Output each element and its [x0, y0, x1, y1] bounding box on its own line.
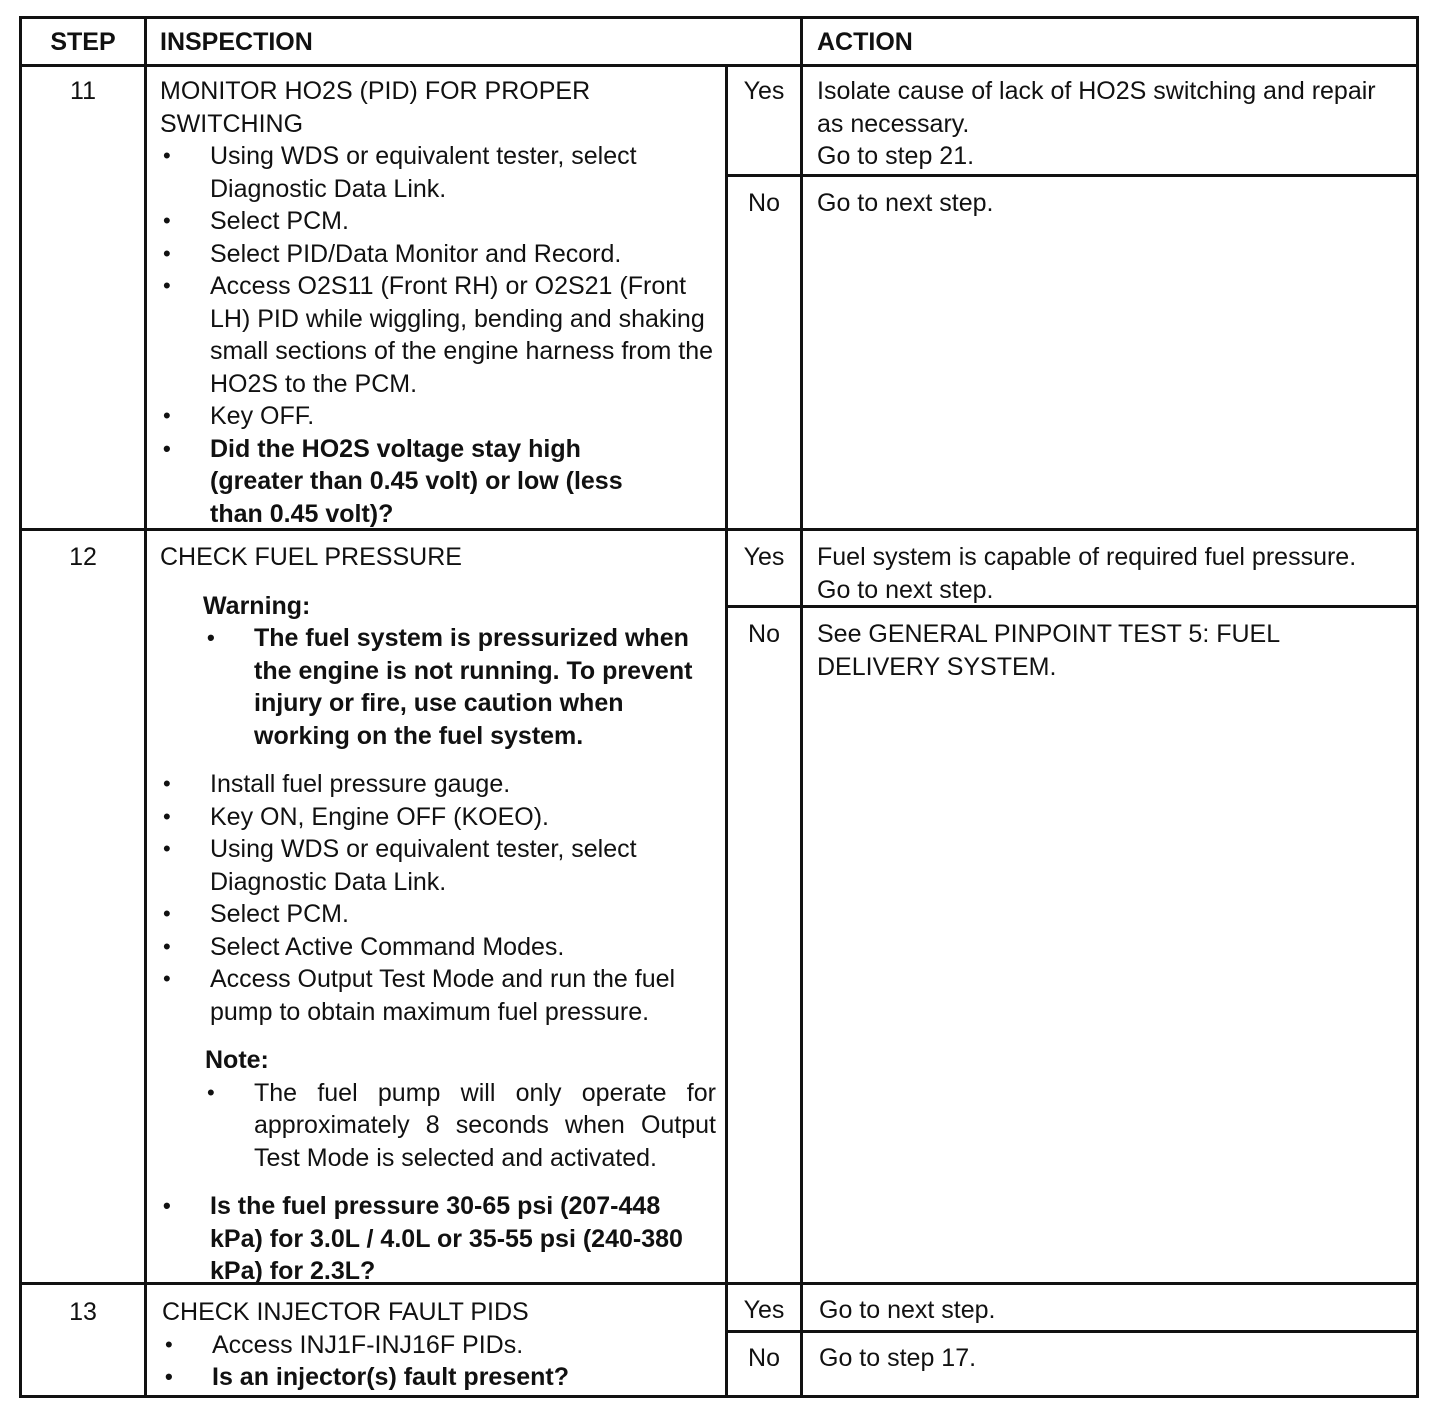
action-text: Isolate cause of lack of HO2S switching and repair as necessary.	[817, 77, 1376, 138]
list-item: • Using WDS or equivalent tester, select Diagnostic Data Link.	[160, 140, 690, 205]
step-number: 13	[69, 1298, 97, 1326]
no-label: No	[748, 620, 780, 648]
no-action	[817, 187, 1397, 220]
note-label: Note:	[205, 1046, 269, 1074]
warning-text: • The fuel system is pressurized when the engine is not running. To prevent injury or fire, use caution when working on the fuel system.	[204, 622, 724, 752]
yes-action	[817, 541, 1413, 606]
step-title: CHECK FUEL PRESSURE	[160, 543, 462, 571]
note-text: • The fuel pump will only operate for approximately 8 seconds when Output Test Mode is selected and activated.	[204, 1077, 716, 1175]
step-column-divider	[144, 16, 147, 1398]
action-text: See GENERAL PINPOINT TEST 5: FUEL DELIVERY SYSTEM.	[817, 620, 1280, 681]
list-item: • Using WDS or equivalent tester, select Diagnostic Data Link.	[160, 833, 690, 898]
answer-column-divider	[725, 64, 728, 1398]
list-item: • Select PCM.	[160, 898, 720, 931]
action-column-divider	[800, 16, 803, 1398]
step-bullets	[160, 768, 720, 1028]
yes-label: Yes	[743, 77, 785, 105]
no-action	[819, 1342, 1379, 1375]
yes-label: Yes	[743, 543, 785, 571]
step-question: • Is the fuel pressure 30-65 psi (207-448 kPa) for 3.0L / 4.0L or 35-55 psi (240-380 kPa) for 2.3L?	[160, 1190, 710, 1288]
header-inspection: INSPECTION	[160, 28, 313, 56]
step13-yes-no-divider	[725, 1330, 1419, 1333]
list-item: • Access INJ1F-INJ16F PIDs.	[162, 1329, 722, 1362]
list-item: • Select PID/Data Monitor and Record.	[160, 238, 720, 271]
no-label: No	[748, 1344, 780, 1372]
header-step: STEP	[50, 28, 116, 56]
no-label: No	[748, 189, 780, 217]
warning-list	[204, 622, 720, 752]
list-item: • Access O2S11 (Front RH) or O2S21 (Front LH) PID while wiggling, bending and shaking small sections of the engine harness from the HO2S to the PCM.	[160, 270, 720, 400]
step-question: • Did the HO2S voltage stay high (greater than 0.45 volt) or low (less than 0.45 volt)?	[160, 433, 680, 531]
list-item: • Key ON, Engine OFF (KOEO).	[160, 801, 720, 834]
warning-label: Warning:	[203, 591, 311, 620]
action-text: Go to step 21.	[817, 142, 975, 170]
yes-label: Yes	[743, 1296, 785, 1324]
yes-action	[819, 1294, 1379, 1327]
step-question: • Is an injector(s) fault present?	[162, 1361, 722, 1394]
step-inspection	[160, 541, 720, 1288]
question-list	[160, 1190, 720, 1288]
no-action	[817, 618, 1337, 683]
step11-yes-no-divider	[725, 174, 1419, 177]
step-title: CHECK INJECTOR FAULT PIDS	[162, 1298, 529, 1326]
step-bullets	[162, 1329, 722, 1394]
step-inspection	[162, 1296, 722, 1394]
step-bullets	[160, 140, 720, 530]
action-text: Go to next step.	[819, 1296, 996, 1324]
yes-action	[817, 75, 1377, 173]
list-item: • Install fuel pressure gauge.	[160, 768, 720, 801]
list-item: • Access Output Test Mode and run the fuel pump to obtain maximum fuel pressure.	[160, 963, 720, 1028]
step-number: 12	[69, 543, 97, 571]
action-text: Go to next step.	[817, 575, 994, 604]
action-text: Fuel system is capable of required fuel pressure.	[817, 543, 1357, 571]
action-text: Go to next step.	[817, 189, 994, 217]
list-item: • Select PCM.	[160, 205, 720, 238]
list-item: • Select Active Command Modes.	[160, 931, 720, 964]
action-text: Go to step 17.	[819, 1344, 977, 1372]
note-list	[204, 1077, 720, 1175]
step-inspection	[160, 75, 720, 530]
step-number: 11	[70, 77, 96, 105]
step-title: MONITOR HO2S (PID) FOR PROPER SWITCHING	[160, 77, 591, 138]
header-action: ACTION	[817, 28, 913, 56]
list-item: • Key OFF.	[160, 400, 720, 433]
header-divider	[19, 64, 1419, 67]
